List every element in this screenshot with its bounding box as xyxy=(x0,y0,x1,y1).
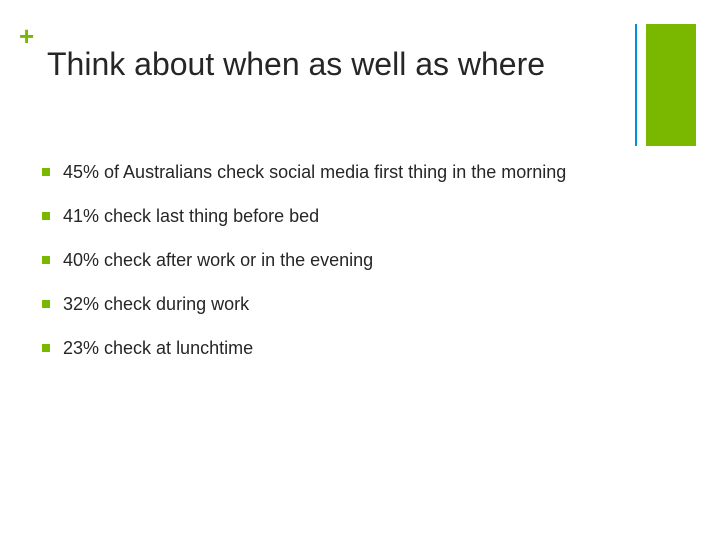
bullet-text: 40% check after work or in the evening xyxy=(63,250,374,270)
plus-icon: + xyxy=(19,21,35,51)
bullet-square-icon xyxy=(42,344,50,352)
bullet-item xyxy=(42,238,566,282)
bullet-text: 32% check during work xyxy=(63,294,250,314)
bullet-item xyxy=(42,282,566,326)
bullet-item xyxy=(42,326,566,370)
bullet-list xyxy=(42,150,566,370)
bullet-item xyxy=(42,150,566,194)
bullet-square-icon xyxy=(42,300,50,308)
bullet-square-icon xyxy=(42,168,50,176)
slide-title: Think about when as well as where xyxy=(47,46,546,82)
accent-bar-thick xyxy=(646,24,696,146)
bullet-text: 23% check at lunchtime xyxy=(63,338,254,358)
bullet-item xyxy=(42,194,566,238)
bullet-square-icon xyxy=(42,256,50,264)
bullet-text: 41% check last thing before bed xyxy=(63,206,320,226)
bullet-text: 45% of Australians check social media first thing in the morning xyxy=(63,162,567,182)
bullet-square-icon xyxy=(42,212,50,220)
accent-bar-thin xyxy=(635,24,637,146)
